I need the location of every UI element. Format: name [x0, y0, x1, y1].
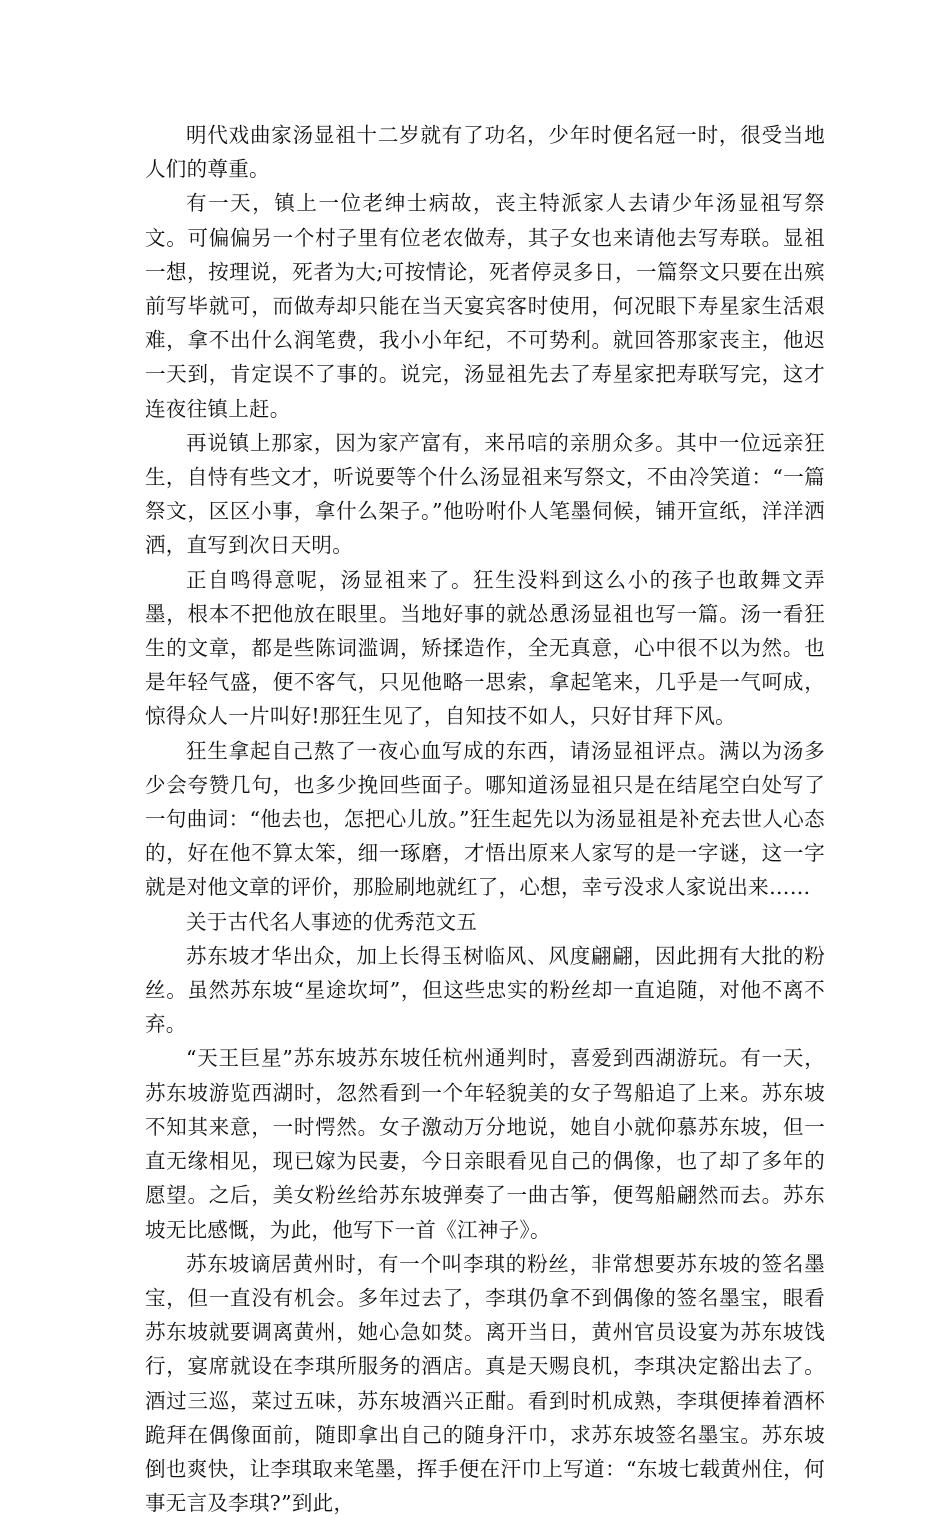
- paragraph-6: 苏东坡才华出众，加上长得玉树临风、风度翩翩，因此拥有大批的粉丝。虽然苏东坡“星途坎坷”，但这些忠实的粉丝却一直追随，对他不离不弃。: [145, 943, 825, 1037]
- paragraph-8: 苏东坡谪居黄州时，有一个叫李琪的粉丝，非常想要苏东坡的签名墨宝，但一直没有机会。多年过去了，李琪仍拿不到偶像的签名墨宝，眼看苏东坡就要调离黄州，她心急如焚。离开当日，黄州官员设宴为苏东坡饯行，宴席就设在李琪所服务的酒店。真是天赐良机，李琪决定豁出去了。酒过三巡，菜过五味，苏东坡酒兴正酣。看到时机成熟，李琪便捧着酒杯跪拜在偶像面前，随即拿出自己的随身汗巾，求苏东坡签名墨宝。苏东坡倒也爽快，让李琪取来笔墨，挥手便在汗巾上写道：“东坡七载黄州住，何事无言及李琪?”到此，: [145, 1251, 825, 1516]
- paragraph-7: “天王巨星”苏东坡苏东坡任杭州通判时，喜爱到西湖游玩。有一天，苏东坡游览西湖时，忽然看到一个年轻貌美的女子驾船追了上来。苏东坡不知其来意，一时愕然。女子激动万分地说，她自小就仰慕苏东坡，但一直无缘相见，现已嫁为民妻，今日亲眼看见自己的偶像，也了却了多年的愿望。之后，美女粉丝给苏东坡弹奏了一曲古筝，便驾船翩然而去。苏东坡无比感慨，为此，他写下一首《江神子》。: [145, 1046, 825, 1242]
- document-page: [145, 118, 825, 1520]
- paragraph-3: 再说镇上那家，因为家产富有，来吊唁的亲朋众多。其中一位远亲狂生，自恃有些文才，听说要等个什么汤显祖来写祭文，不由冷笑道：“一篇祭文，区区小事，拿什么架子。”他吩咐仆人笔墨伺候，铺开宣纸，洋洋洒洒，直写到次日天明。: [145, 430, 825, 558]
- paragraph-2: 有一天，镇上一位老绅士病故，丧主特派家人去请少年汤显祖写祭文。可偏偏另一个村子里有位老农做寿，其子女也来请他去写寿联。显祖一想，按理说，死者为大;可按情论，死者停灵多日，一篇祭文只要在出殡前写毕就可，而做寿却只能在当天宴宾客时使用，何况眼下寿星家生活艰难，拿不出什么润笔费，我小小年纪，不可势利。就回答那家丧主，他迟一天到，肯定误不了事的。说完，汤显祖先去了寿星家把寿联写完，这才连夜往镇上赶。: [145, 191, 825, 421]
- section-heading: 关于古代名人事迹的优秀范文五: [186, 909, 478, 934]
- paragraph-1: 明代戏曲家汤显祖十二岁就有了功名，少年时便名冠一时，很受当地人们的尊重。: [145, 123, 825, 182]
- paragraph-5: 狂生拿起自己熬了一夜心血写成的东西，请汤显祖评点。满以为汤多少会夸赞几句，也多少挽回些面子。哪知道汤显祖只是在结尾空白处写了一句曲词：“他去也，怎把心儿放。”狂生起先以为汤显祖是补充去世人心态的，好在他不算太笨，细一琢磨，才悟出原来人家写的是一字谜，这一字就是对他文章的评价，那脸刷地就红了，心想，幸亏没求人家说出来……: [145, 738, 825, 900]
- paragraph-4: 正自鸣得意呢，汤显祖来了。狂生没料到这么小的孩子也敢舞文弄墨，根本不把他放在眼里。当地好事的就怂恿汤显祖也写一篇。汤一看狂生的文章，都是些陈词滥调，矫揉造作，全无真意，心中很不以为然。也是年轻气盛，便不客气，只见他略一思索，拿起笔来，几乎是一气呵成，惊得众人一片叫好!那狂生见了，自知技不如人，只好甘拜下风。: [145, 567, 825, 729]
